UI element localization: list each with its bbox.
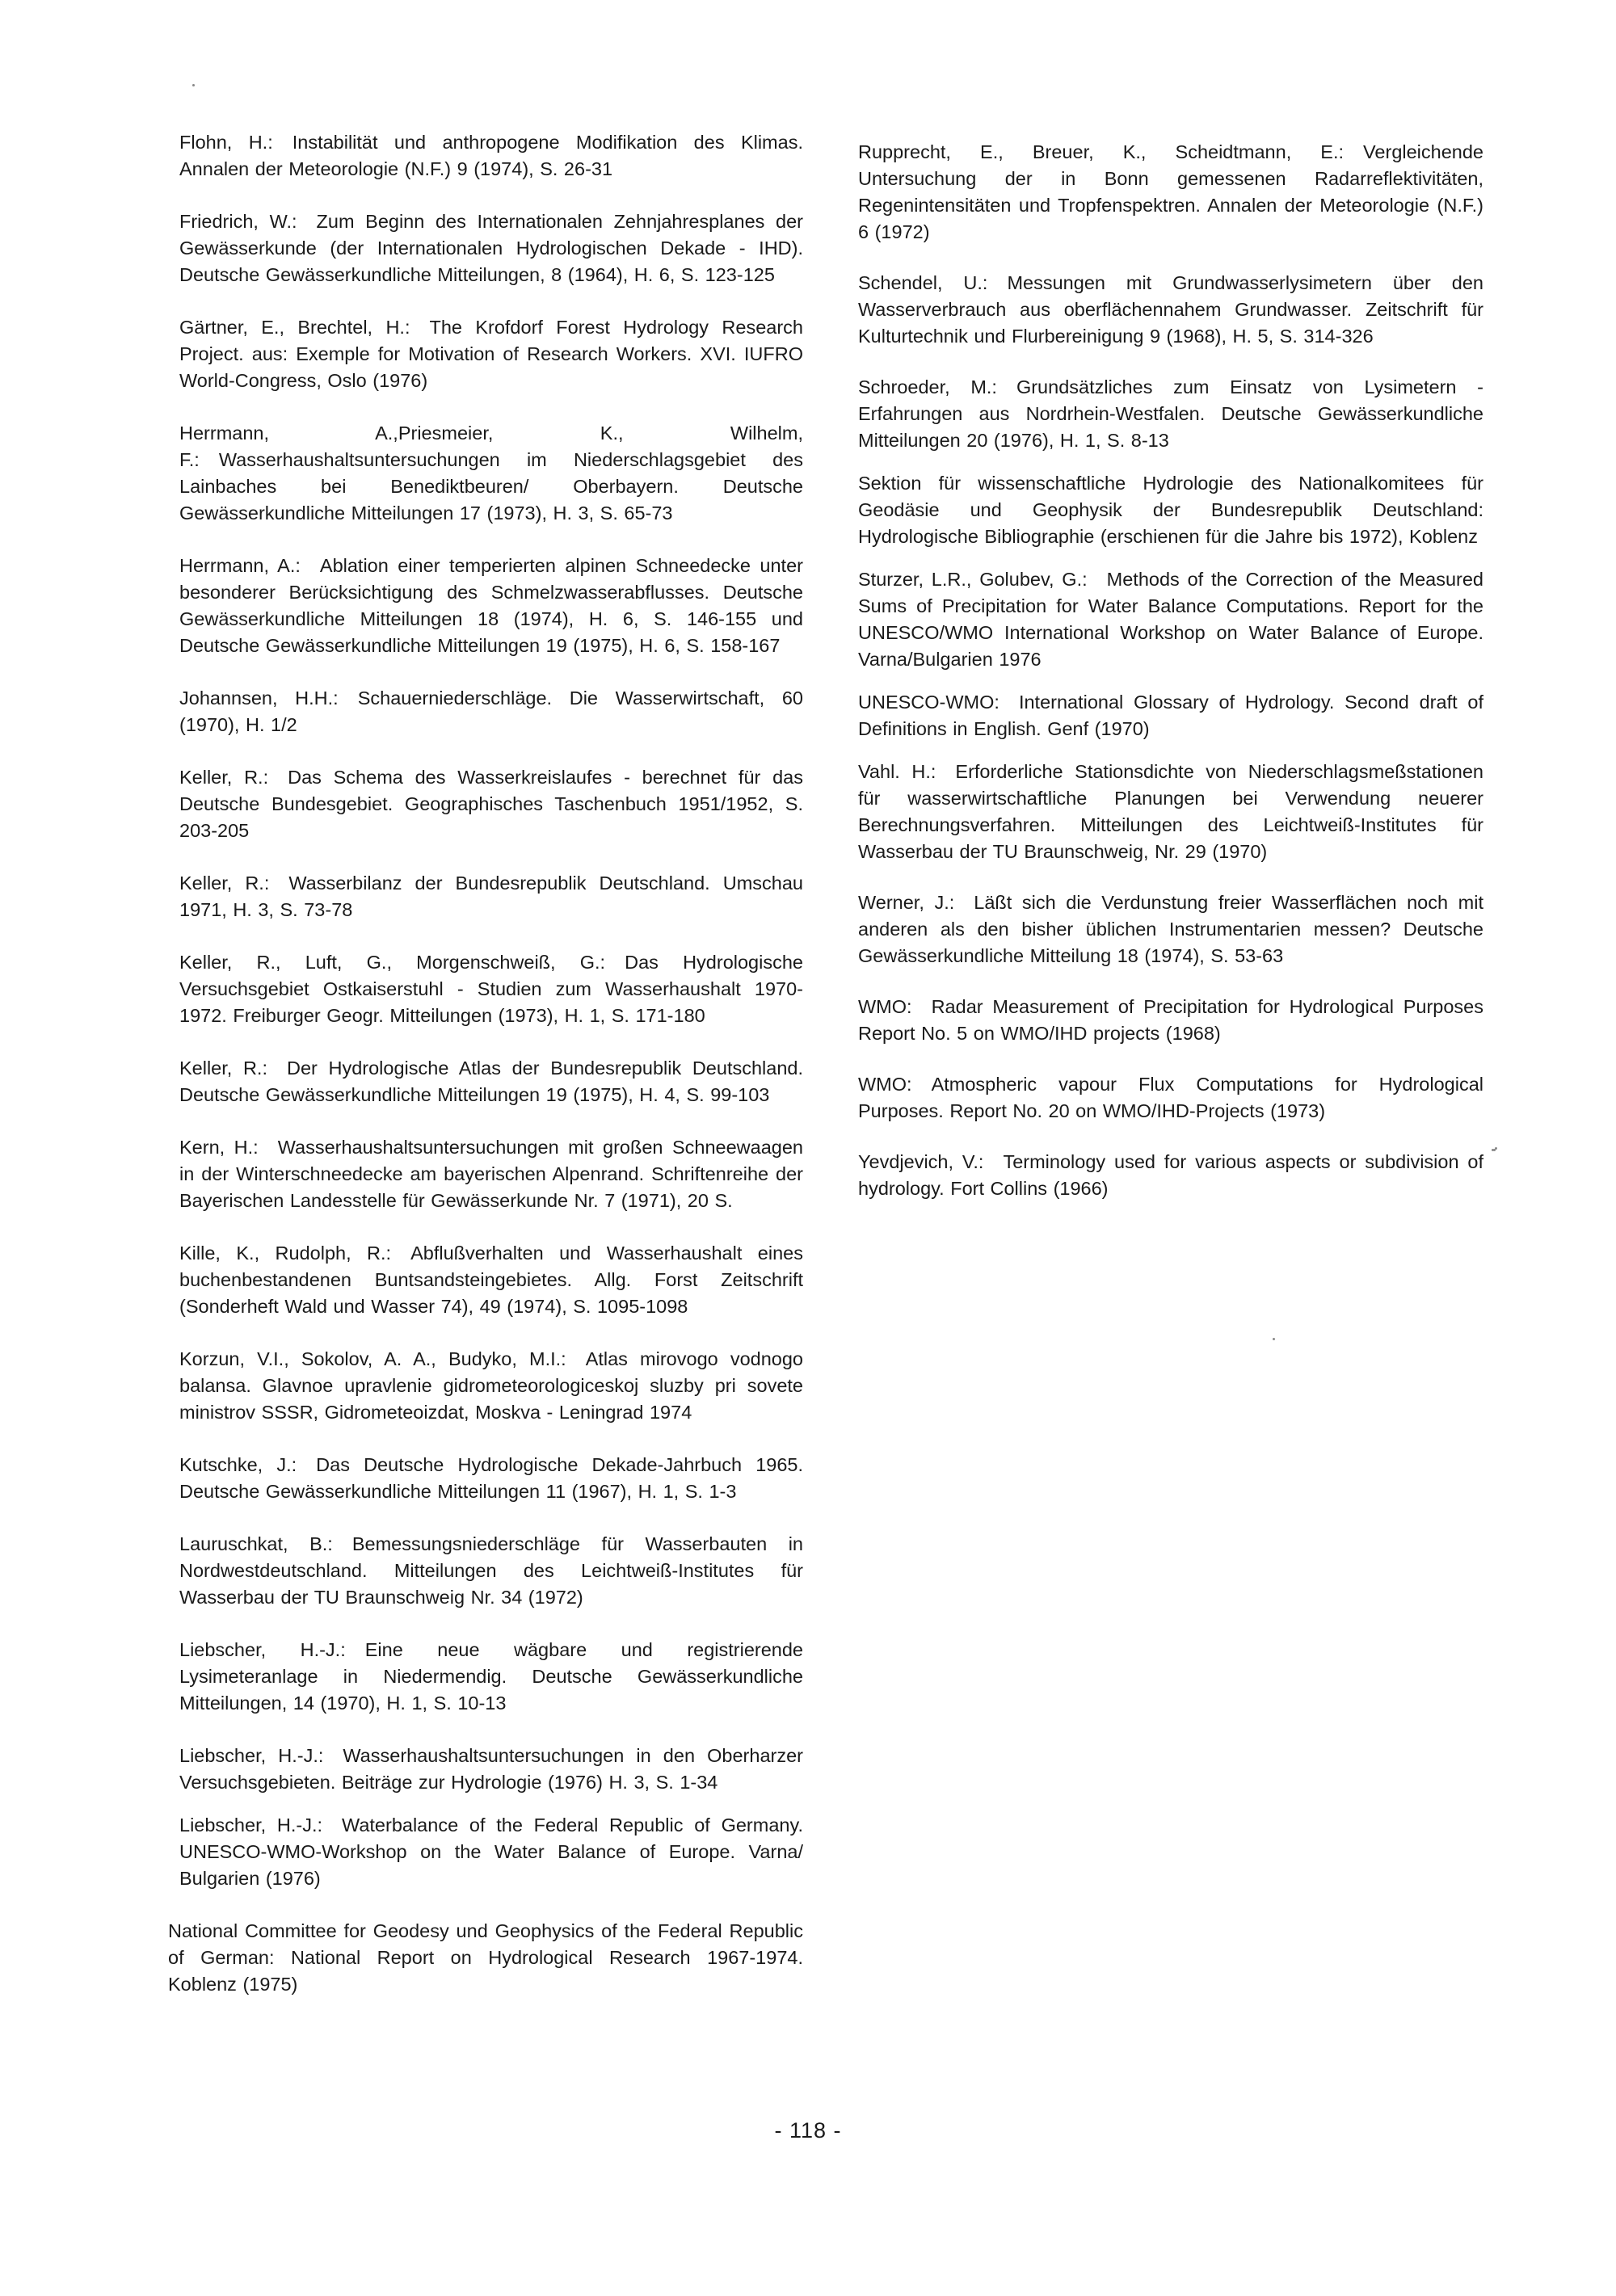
reference-author: Liebscher, H.-J.: <box>179 1639 346 1660</box>
reference-author: Keller, R.: <box>179 1058 267 1079</box>
reference-text: Wasserhaushaltsuntersuchungen im Niederschlagsgebiet des Lainbaches bei Benediktbeuren/ Oberbayern. Deutsche Gewässerkundliche Mitteilungen 17 (1973), H. 3, S. 65-73 <box>179 449 803 524</box>
reference-entry <box>179 208 803 288</box>
reference-entry <box>179 1134 803 1214</box>
reference-author: WMO: <box>858 1074 912 1095</box>
reference-entry <box>179 870 803 923</box>
reference-entry <box>179 1637 803 1717</box>
reference-text: Zum Beginn des Internationalen Zehnjahresplanes der Gewässerkunde (der Internationalen Hydrologischen Dekade - IHD). Deutsche Gewässerkundliche Mitteilungen, 8 (1964), H. 6, S. 123-125 <box>179 211 803 285</box>
reference-author: Vahl. H.: <box>858 761 936 782</box>
reference-text: Methods of the Correction of the Measured Sums of Precipitation for Water Balance Computations. Report for the UNESCO/WMO International Workshop on Water Balance of Europe. Varna/Bulgarien 1976 <box>858 569 1484 670</box>
reference-author: Herrmann, A.: <box>179 555 301 576</box>
reference-entry <box>179 1531 803 1611</box>
reference-text: Abflußverhalten und Wasserhaushalt eines buchenbestandenen Buntsandsteingebietes. Allg. Forst Zeitschrift (Sonderheft Wald und Wasser 74), 49 (1974), S. 1095-1098 <box>179 1243 803 1317</box>
reference-author: Sturzer, L.R., Golubev, G.: <box>858 569 1088 590</box>
reference-text: Wasserhaushaltsuntersuchungen mit großen Schneewaagen in der Winterschneedecke am bayerischen Alpenrand. Schriftenreihe der Bayerischen Landesstelle für Gewässerkunde Nr. 7 (1971), 20 S. <box>179 1137 803 1211</box>
reference-entry <box>858 566 1483 673</box>
reference-entry <box>179 129 803 183</box>
reference-entry <box>858 374 1483 454</box>
reference-author: Friedrich, W.: <box>179 211 297 232</box>
reference-entry <box>179 314 803 394</box>
reference-author: WMO: <box>858 996 912 1017</box>
scan-speck <box>192 84 195 86</box>
reference-text: Sektion für wissenschaftliche Hydrologie des Nationalkomitees für Geodäsie und Geophysik der Bundesrepublik Deutschland: Hydrologische Bibliographie (erschienen für die Jahre bis 1972), Koblenz <box>858 473 1483 547</box>
reference-entry <box>179 1240 803 1320</box>
reference-text: The Krofdorf Forest Hydrology Research Project. aus: Exemple for Motivation of Research Workers. XVI. IUFRO World-Congress, Oslo (1976) <box>179 317 803 391</box>
reference-author: Liebscher, H.-J.: <box>179 1815 323 1836</box>
reference-entry <box>179 1346 803 1426</box>
reference-text: Wasserhaushaltsuntersuchungen in den Oberharzer Versuchsgebieten. Beiträge zur Hydrologie (1976) H. 3, S. 1-34 <box>179 1745 803 1793</box>
reference-entry <box>858 1071 1483 1125</box>
reference-text: Das Deutsche Hydrologische Dekade-Jahrbuch 1965. Deutsche Gewässerkundliche Mitteilungen 11 (1967), H. 1, S. 1-3 <box>179 1454 804 1502</box>
reference-text: Das Schema des Wasserkreislaufes - berechnet für das Deutsche Bundesgebiet. Geographisches Taschenbuch 1951/1952, S. 203-205 <box>179 767 803 841</box>
reference-author: Keller, R., Luft, G., Morgenschweiß, G.: <box>179 952 606 973</box>
reference-text: Instabilität und anthropogene Modifikation des Klimas. Annalen der Meteorologie (N.F.) 9 (1974), S. 26-31 <box>179 132 803 179</box>
reference-entry <box>858 994 1483 1047</box>
reference-author: Herrmann, A.,Priesmeier, K., Wilhelm, F.: <box>179 423 803 470</box>
reference-entry <box>858 139 1483 246</box>
reference-author: Kutschke, J.: <box>179 1454 297 1475</box>
reference-entry <box>168 1918 803 1998</box>
reference-text: Radar Measurement of Precipitation for Hydrological Purposes Report No. 5 on WMO/IHD projects (1968) <box>858 996 1483 1044</box>
reference-entry <box>179 1743 803 1796</box>
reference-text: National Committee for Geodesy und Geophysics of the Federal Republic of German: National Report on Hydrological Research 1967-1974. Koblenz (1975) <box>168 1920 803 1995</box>
reference-entry <box>858 1149 1483 1202</box>
reference-author: Kern, H.: <box>179 1137 259 1158</box>
scan-speck <box>1273 1338 1275 1340</box>
reference-author: Korzun, V.I., Sokolov, A. A., Budyko, M.I.: <box>179 1348 566 1369</box>
reference-text: Schauerniederschläge. Die Wasserwirtschaft, 60 (1970), H. 1/2 <box>179 688 803 735</box>
reference-column-left <box>168 129 804 2024</box>
scan-speck <box>1492 1149 1494 1151</box>
reference-text: Terminology used for various aspects or subdivision of hydrology. Fort Collins (1966) <box>858 1151 1483 1199</box>
reference-text: International Glossary of Hydrology. Second draft of Definitions in English. Genf (1970) <box>858 692 1483 739</box>
reference-entry <box>179 1452 803 1505</box>
reference-author: UNESCO-WMO: <box>858 692 999 713</box>
reference-entry <box>179 1812 803 1892</box>
reference-text: Bemessungsniederschläge für Wasserbauten in Nordwestdeutschland. Mitteilungen des Leichtweiß-Institutes für Wasserbau der TU Braunschweig Nr. 34 (1972) <box>179 1533 803 1608</box>
reference-entry <box>179 1055 803 1108</box>
reference-author: Schendel, U.: <box>858 272 988 293</box>
reference-author: Werner, J.: <box>858 892 955 913</box>
reference-author: Johannsen, H.H.: <box>179 688 339 709</box>
reference-text: Messungen mit Grundwasserlysimetern über den Wasserverbrauch aus oberflächennahem Grundwasser. Zeitschrift für Kulturtechnik und Flurbereinigung 9 (1968), H. 5, S. 314-326 <box>858 272 1483 347</box>
reference-entry <box>858 270 1483 350</box>
reference-author: Keller, R.: <box>179 767 269 788</box>
reference-text: Läßt sich die Verdunstung freier Wasserflächen noch mit anderen als den bisher üblichen Instrumentarien messen? Deutsche Gewässerkundliche Mitteilung 18 (1974), S. 53-63 <box>858 892 1483 966</box>
reference-text: Erforderliche Stationsdichte von Niederschlagsmeßstationen für wasserwirtschaftliche Planungen bei Verwendung neuerer Berechnungsverfahren. Mitteilungen des Leichtweiß-Institutes für Wasserbau der TU Braunschweig, Nr. 29 (1970) <box>858 761 1483 862</box>
reference-text: Das Hydrologische Versuchsgebiet Ostkaiserstuhl - Studien zum Wasserhaushalt 1970-1972. Freiburger Geogr. Mitteilungen (1973), H. 1, S. 171-180 <box>179 952 803 1026</box>
reference-entry <box>179 764 803 844</box>
reference-author: Kille, K., Rudolph, R.: <box>179 1243 392 1264</box>
reference-author: Keller, R.: <box>179 873 270 894</box>
reference-entry <box>179 420 803 527</box>
reference-text: Eine neue wägbare und registrierende Lysimeteranlage in Niedermendig. Deutsche Gewässerkundliche Mitteilungen, 14 (1970), H. 1, S. 10-13 <box>179 1639 804 1714</box>
reference-text: Der Hydrologische Atlas der Bundesrepublik Deutschland. Deutsche Gewässerkundliche Mitteilungen 19 (1975), H. 4, S. 99-103 <box>179 1058 804 1105</box>
reference-text: Waterbalance of the Federal Republic of Germany. UNESCO-WMO-Workshop on the Water Balance of Europe. Varna/ Bulgarien (1976) <box>179 1815 803 1889</box>
page-number: - 118 - <box>774 2118 842 2143</box>
reference-author: Gärtner, E., Brechtel, H.: <box>179 317 410 338</box>
reference-entry <box>179 685 803 738</box>
reference-author: Flohn, H.: <box>179 132 273 153</box>
reference-author: Liebscher, H.-J.: <box>179 1745 324 1766</box>
reference-text: Grundsätzliches zum Einsatz von Lysimetern - Erfahrungen aus Nordrhein-Westfalen. Deutsche Gewässerkundliche Mitteilungen 20 (1976), H. 1, S. 8-13 <box>858 376 1483 451</box>
reference-entry <box>858 889 1483 969</box>
reference-entry <box>858 689 1483 742</box>
reference-author: Lauruschkat, B.: <box>179 1533 333 1554</box>
reference-text: Atmospheric vapour Flux Computations for Hydrological Purposes. Report No. 20 on WMO/IHD-Projects (1973) <box>858 1074 1483 1121</box>
reference-author: Rupprecht, E., Breuer, K., Scheidtmann, E.: <box>858 141 1345 162</box>
reference-column-right <box>858 139 1483 1226</box>
reference-text: Atlas mirovogo vodnogo balansa. Glavnoe upravlenie gidrometeorologiceskoj sluzby pri sovete ministrov SSSR, Gidrometeoizdat, Moskva - Leningrad 1974 <box>179 1348 803 1423</box>
reference-author: Schroeder, M.: <box>858 376 997 397</box>
reference-entry <box>858 759 1483 865</box>
reference-entry <box>858 470 1483 550</box>
reference-author: Yevdjevich, V.: <box>858 1151 984 1172</box>
reference-text: Wasserbilanz der Bundesrepublik Deutschland. Umschau 1971, H. 3, S. 73-78 <box>179 873 803 920</box>
reference-text: Ablation einer temperierten alpinen Schneedecke unter besonderer Berücksichtigung des Schmelzwasserabflusses. Deutsche Gewässerkundliche Mitteilungen 18 (1974), H. 6, S. 146-155 und Deutsche Gewässerkundliche Mitteilungen 19 (1975), H. 6, S. 158-167 <box>179 555 803 656</box>
reference-entry <box>179 949 803 1029</box>
reference-text: Vergleichende Untersuchung der in Bonn gemessenen Radarreflektivitäten, Regenintensitäten und Tropfenspektren. Annalen der Meteorologie (N.F.) 6 (1972) <box>858 141 1483 242</box>
reference-entry <box>179 553 803 659</box>
